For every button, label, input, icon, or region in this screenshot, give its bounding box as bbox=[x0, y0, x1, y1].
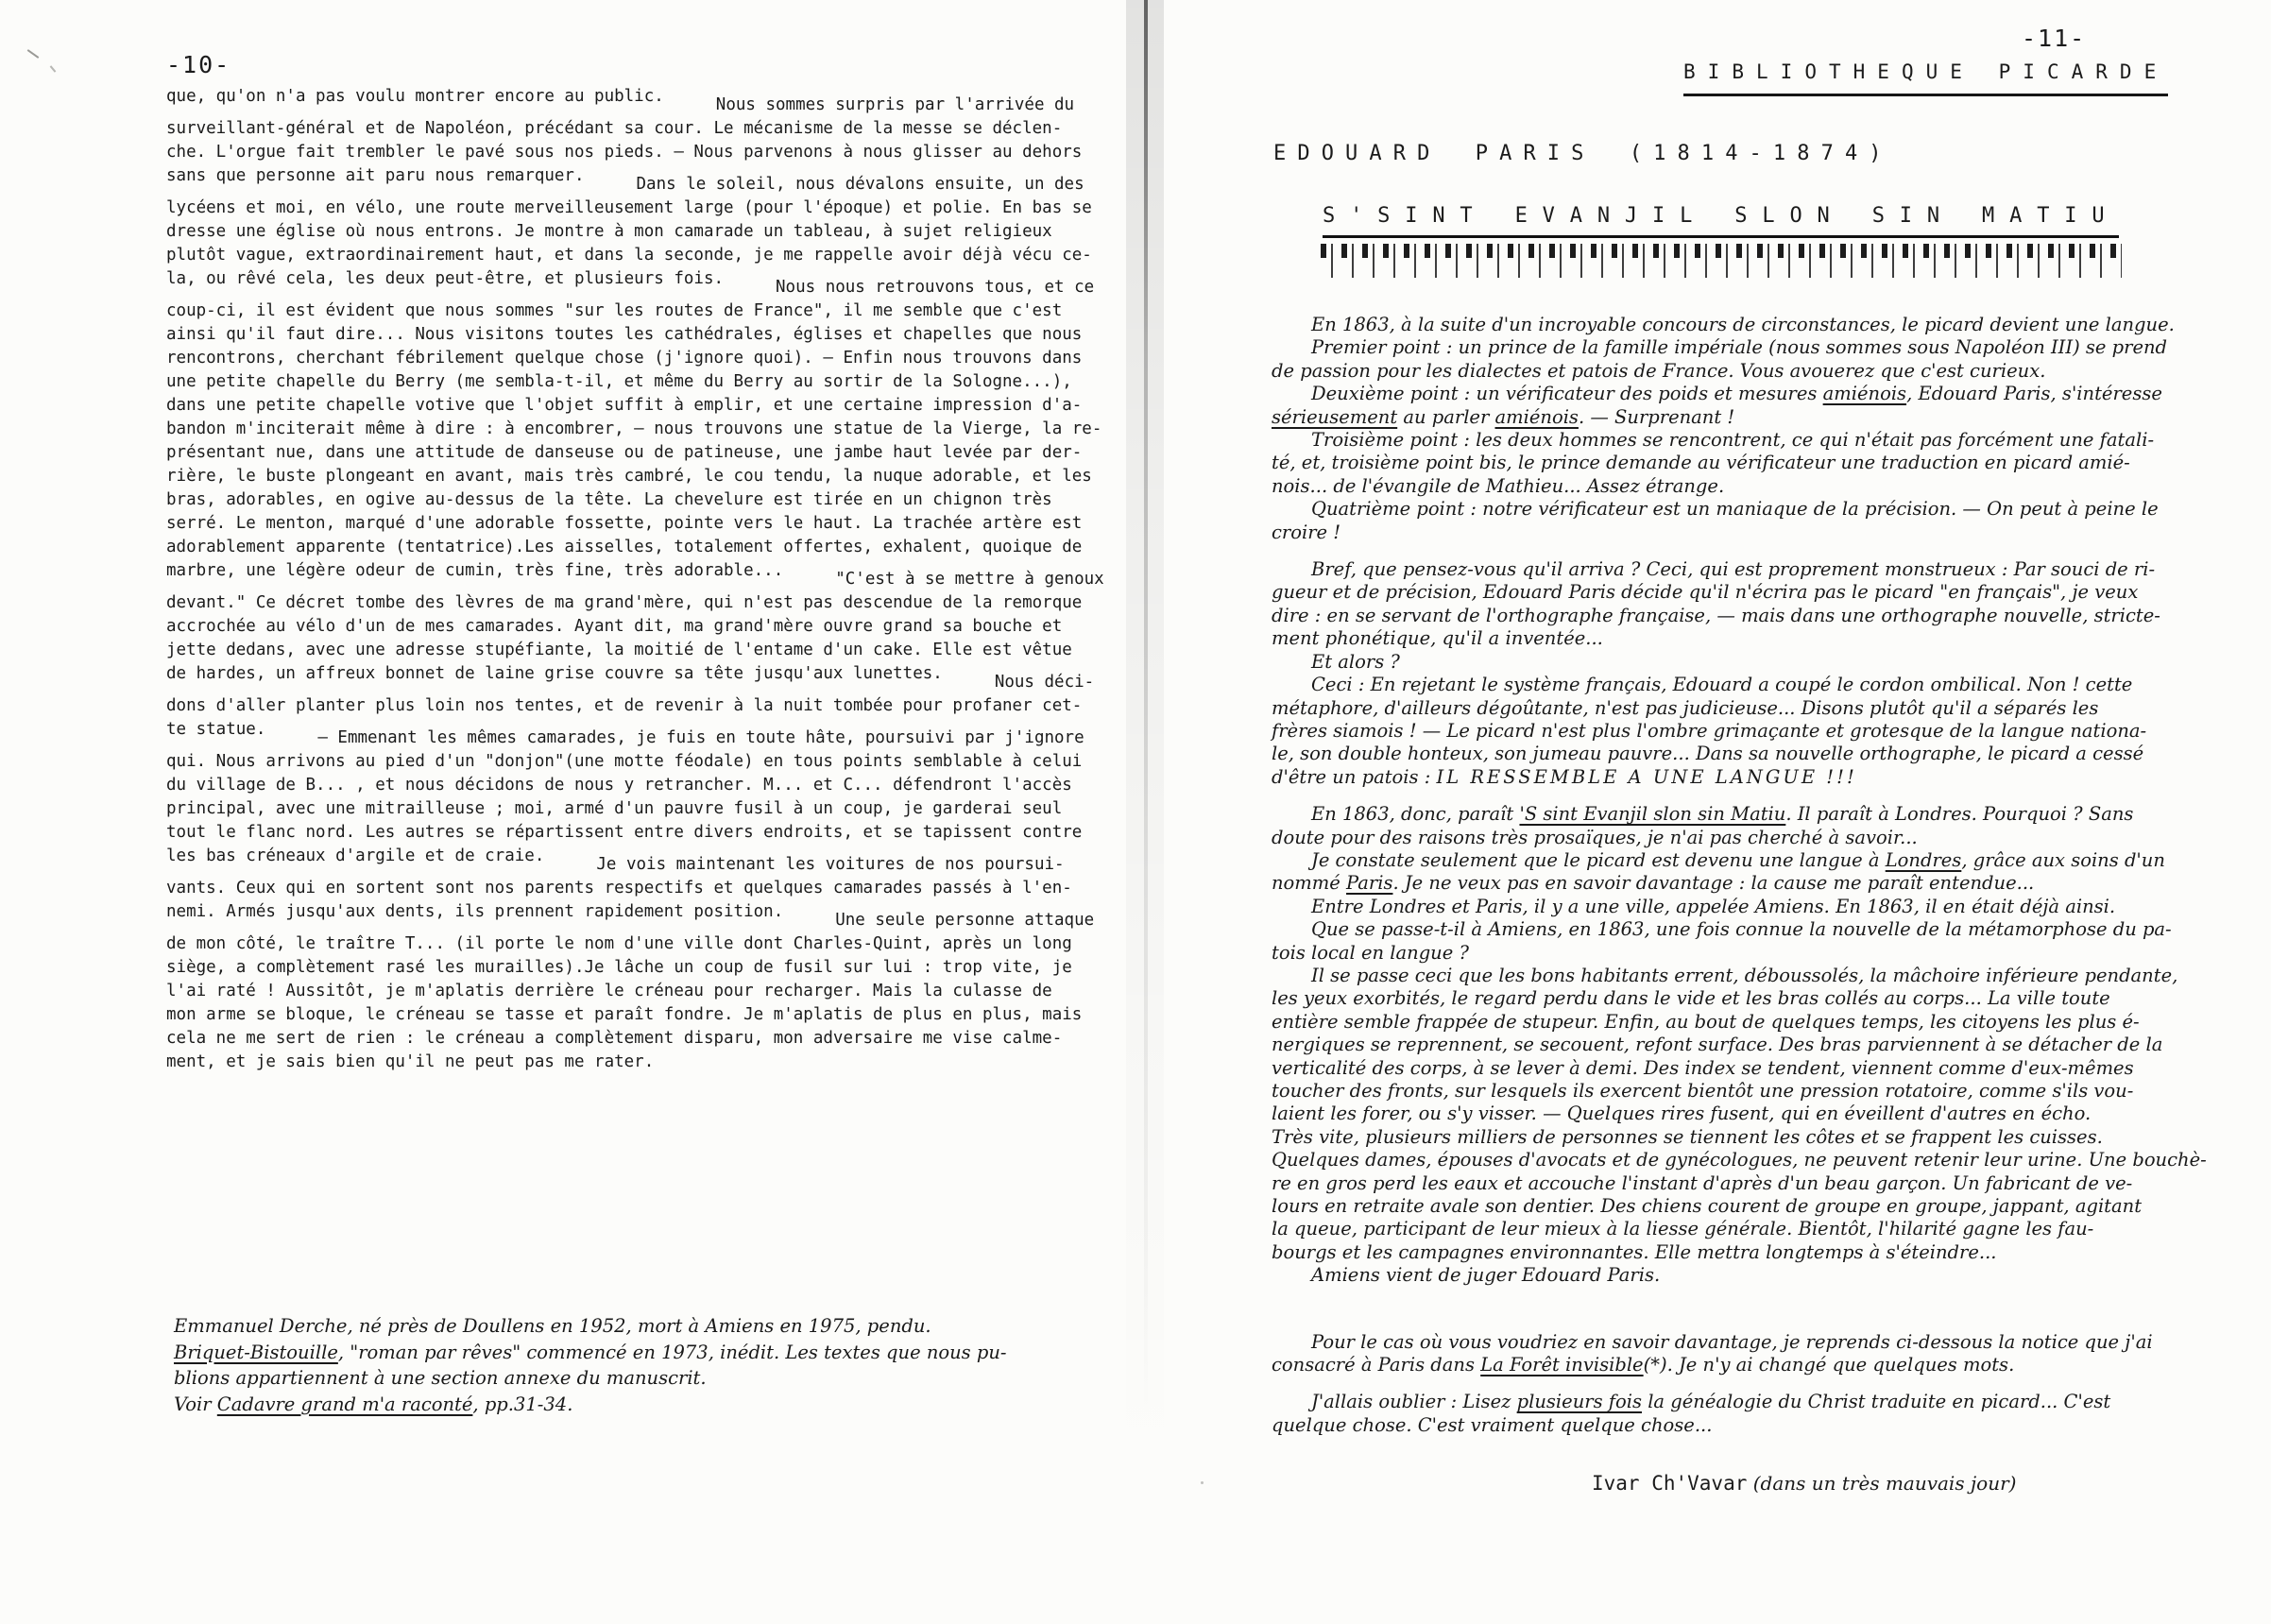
text-line bbox=[166, 797, 1158, 821]
text-segment: siège, a complètement rasé les murailles).Je lâche un coup de fusil sur lui : trop vite, je bbox=[166, 958, 1072, 977]
text-segment: tout le flanc nord. Les autres se répartissent entre divers endroits, et se tapissent contre bbox=[166, 823, 1083, 842]
signature-note: (dans un très mauvais jour) bbox=[1747, 1472, 2017, 1495]
text-segment: dresse une église où nous entrons. Je montre à mon camarade un tableau, à sujet religieux bbox=[166, 222, 1052, 241]
text-line bbox=[1272, 429, 2178, 452]
scan-speck bbox=[1201, 1481, 1204, 1484]
text-segment: Quelques dames, épouses d'avocats et de gynécologues, ne peuvent retenir leur urine. Une bouchè- bbox=[1272, 1149, 2207, 1171]
text-segment: doute pour des raisons très prosaïques, je n'ai pas cherché à savoir... bbox=[1272, 826, 1918, 848]
text-segment: laient les forer, ou s'y visser. — Quelques rires fusent, qui en éveillent d'autres en écho. bbox=[1272, 1103, 2092, 1125]
text-line bbox=[166, 980, 1158, 1003]
text-segment: Je constate seulement que le picard est devenu une langue à bbox=[1311, 848, 1886, 871]
text-segment: quelque chose. C'est vraiment quelque chose... bbox=[1272, 1413, 1713, 1436]
text-line bbox=[174, 1340, 1175, 1366]
text-segment: tois local en langue ? bbox=[1272, 941, 1469, 964]
text-segment: une petite chapelle du Berry (me sembla-t-il, et même du Berry au sortir de la Sologne...), bbox=[166, 372, 1072, 391]
text-line bbox=[166, 877, 1158, 900]
text-line bbox=[1272, 558, 2178, 581]
text-line bbox=[1272, 1126, 2178, 1149]
text-segment: Quatrième point : notre vérificateur est un maniaque de la précision. — On peut à peine le bbox=[1311, 498, 2159, 521]
text-segment: adorablement apparente (tentatrice).Les aisselles, totalement offertes, exhalent, quoique de bbox=[166, 538, 1083, 556]
text-line bbox=[166, 197, 1158, 220]
scan-speck bbox=[50, 65, 57, 72]
text-line bbox=[174, 1392, 1175, 1418]
underlined-text: amiénois bbox=[1494, 405, 1579, 428]
text-segment: gueur et de précision, Edouard Paris décide qu'il n'écrira pas le picard "en français", je veux bbox=[1272, 581, 2139, 604]
text-segment: En 1863, à la suite d'un incroyable concours de circonstances, le picard devient une langue. bbox=[1311, 314, 2175, 335]
text-line bbox=[1272, 1011, 2178, 1034]
text-segment: cela ne me sert de rien : le créneau a complètement disparu, mon adversaire me vise calme- bbox=[166, 1029, 1063, 1048]
text-segment: l'ai raté ! Aussitôt, je m'aplatis derrière le créneau pour recharger. Mais la culasse de bbox=[166, 982, 1052, 1000]
text-segment: le, son double honteux, son jumeau pauvre... Dans sa nouvelle orthographe, le picard a cessé bbox=[1272, 743, 2144, 765]
text-line bbox=[166, 117, 1158, 141]
text-line bbox=[166, 1003, 1158, 1027]
text-line bbox=[1272, 720, 2178, 743]
text-line bbox=[1272, 1195, 2178, 1218]
text-segment: té, et, troisième point bis, le prince demande au vérificateur une traduction en picard amié- bbox=[1272, 452, 2130, 474]
text-line bbox=[166, 244, 1158, 267]
text-segment: vants. Ceux qui en sortent sont nos parents respectifs et quelques camarades passés à l'en- bbox=[166, 879, 1072, 897]
decorative-fringe bbox=[1321, 244, 2122, 278]
text-line bbox=[1272, 1172, 2178, 1195]
text-segment: accrochée au vélo d'un de mes camarades. Ayant dit, ma grand'mère ouvre grand sa bouche et bbox=[166, 617, 1063, 636]
page-number-right: -11- bbox=[2022, 25, 2087, 52]
text-line bbox=[166, 559, 1158, 589]
text-line bbox=[1272, 1264, 2178, 1287]
text-segment: re en gros perd les eaux et accouche l'instant d'après d'un beau garçon. Un fabricant de ve- bbox=[1272, 1171, 2133, 1194]
text-segment: Pour le cas où vous voudriez en savoir davantage, je reprends ci-dessous la notice que j'ai bbox=[1311, 1330, 2153, 1353]
text-line bbox=[166, 1051, 1158, 1074]
text-line bbox=[166, 591, 1158, 615]
text-line bbox=[166, 347, 1158, 370]
text-line bbox=[166, 932, 1158, 956]
text-segment: Très vite, plusieurs milliers de personnes se tiennent les côtes et se frappent les cuisses. bbox=[1272, 1125, 2103, 1148]
text-segment: , grâce aux soins d'un bbox=[1961, 848, 2165, 871]
text-segment: Troisième point : les deux hommes se rencontrent, ce qui n'était pas forcément une fatali- bbox=[1311, 429, 2155, 452]
left-footnote bbox=[174, 1313, 1175, 1417]
text-segment: (*). Je n'y ai changé que quelques mots. bbox=[1643, 1354, 2015, 1376]
underlined-text: Paris bbox=[1346, 872, 1393, 895]
text-line bbox=[166, 488, 1158, 512]
text-line bbox=[1272, 1080, 2178, 1103]
text-line bbox=[1272, 987, 2178, 1010]
text-line bbox=[1272, 674, 2178, 696]
text-line bbox=[166, 750, 1158, 774]
underlined-text: La Forêt invisible bbox=[1480, 1354, 1644, 1376]
text-line bbox=[1272, 766, 2178, 789]
text-segment: entière semble frappée de stupeur. Enfin, au bout de quelques temps, les citoyens les plus é- bbox=[1272, 1010, 2140, 1033]
text-segment: croire ! bbox=[1272, 521, 1341, 543]
text-segment: surveillant-général et de Napoléon, précédant sa cour. Le mécanisme de la messe se déclen- bbox=[166, 119, 1063, 138]
text-line bbox=[166, 845, 1158, 874]
text-line bbox=[1272, 1057, 2178, 1080]
text-segment: frères siamois ! — Le picard n'est plus l'ombre grimaçante et grotesque de la langue nationa- bbox=[1272, 719, 2147, 742]
text-segment: Bref, que pensez-vous qu'il arriva ? Ceci, qui est proprement monstrueux : Par souci de ri- bbox=[1311, 558, 2156, 581]
text-line bbox=[166, 662, 1158, 692]
text-line bbox=[1272, 651, 2178, 674]
text-segment: Entre Londres et Paris, il y a une ville, appelée Amiens. En 1863, il en était déjà ainsi. bbox=[1311, 895, 2116, 917]
text-segment: rière, le buste plongeant en avant, mais très cambré, le cou tendu, la nuque adorable, et les bbox=[166, 467, 1092, 486]
text-line bbox=[174, 1365, 1175, 1392]
text-segment: Nous nous retrouvons tous, et ce bbox=[776, 278, 1095, 297]
text-line bbox=[1272, 1034, 2178, 1056]
text-segment: la queue, participant de leur mieux à la liesse générale. Bientôt, l'hilarité gagne les fau- bbox=[1272, 1218, 2094, 1240]
text-segment: Je vois maintenant les voitures de nos poursui- bbox=[596, 855, 1065, 874]
text-line bbox=[1272, 360, 2178, 383]
text-segment: nergiques se reprennent, se secouent, refont surface. Des bras parviennent à se détacher de la bbox=[1272, 1034, 2163, 1056]
text-line bbox=[1272, 697, 2178, 720]
underlined-text: sérieusement bbox=[1272, 405, 1398, 428]
text-line bbox=[1272, 475, 2178, 498]
text-segment: devant." Ce décret tombe des lèvres de ma grand'mère, qui n'est pas descendue de la remorque bbox=[166, 593, 1083, 612]
text-segment: Deuxième point : un vérificateur des poids et mesures bbox=[1311, 383, 1823, 405]
text-line bbox=[1272, 918, 2178, 941]
text-segment: verticalité des corps, à se lever à demi. Des index se tendent, viennent comme d'eux-mêmes bbox=[1272, 1056, 2134, 1079]
text-segment: — Emmenant les mêmes camarades, je fuis en toute hâte, poursuivi par j'ignore bbox=[317, 728, 1084, 747]
text-line bbox=[1272, 1354, 2178, 1376]
text-line bbox=[1272, 605, 2178, 627]
text-segment: les bas créneaux d'argile et de craie. bbox=[166, 846, 545, 865]
text-line bbox=[1272, 1103, 2178, 1125]
article-title: EDOUARD PARIS (1814-1874) bbox=[1273, 142, 1893, 165]
text-segment: les yeux exorbités, le regard perdu dans le vide et les bras collés au corps... La ville toute bbox=[1272, 987, 2110, 1010]
text-segment: principal, avec une mitrailleuse ; moi, armé d'un pauvre fusil à un coup, je garderai seul bbox=[166, 799, 1063, 818]
text-line bbox=[166, 718, 1158, 747]
text-segment: toucher des fronts, sur lesquels ils exercent bientôt une pression rotatoire, comme s'ils vou- bbox=[1272, 1080, 2134, 1102]
text-segment: métaphore, d'ailleurs dégoûtante, n'est pas judicieuse... Disons plutôt qu'il a séparés les bbox=[1272, 696, 2099, 719]
text-line bbox=[166, 267, 1158, 297]
text-segment: serré. Le menton, marqué d'une adorable fossette, pointe vers le haut. La trachée artère est bbox=[166, 514, 1083, 533]
text-line bbox=[166, 774, 1158, 797]
section-header: BIBLIOTHEQUE PICARDE bbox=[1683, 60, 2168, 96]
text-segment: En 1863, donc, paraît bbox=[1311, 803, 1520, 826]
text-segment: nois... de l'évangile de Mathieu... Assez étrange. bbox=[1272, 474, 1725, 497]
text-segment: mon arme se bloque, le créneau se tasse et paraît fondre. Je m'aplatis de plus en plus, mais bbox=[166, 1005, 1083, 1024]
fringe-thick-bars bbox=[1321, 244, 2122, 258]
underlined-text: 'S sint Evanjil slon sin Matiu bbox=[1519, 803, 1786, 826]
text-segment: . Il paraît à Londres. Pourquoi ? Sans bbox=[1785, 803, 2134, 826]
text-segment: la, ou rêvé cela, les deux peut-être, et plusieurs fois. bbox=[166, 269, 725, 288]
text-segment: marbre, une légère odeur de cumin, très fine, très adorable... bbox=[166, 561, 784, 580]
text-segment: bandon m'inciterait même à dire : à encombrer, — nous trouvons une statue de la Vierge, la re- bbox=[166, 419, 1102, 438]
text-segment: , "roman par rêves" commencé en 1973, inédit. Les textes que nous pu- bbox=[337, 1341, 1007, 1363]
text-segment: Il se passe ceci que les bons habitants errent, déboussolés, la mâchoire inférieure pendante, bbox=[1311, 964, 2178, 986]
text-line bbox=[166, 323, 1158, 347]
text-segment: J'allais oublier : Lisez bbox=[1311, 1391, 1517, 1413]
text-segment: lours en retraite avale son dentier. Des chiens courent de groupe en groupe, jappant, agitant bbox=[1272, 1195, 2143, 1218]
text-segment: dire : en se servant de l'orthographe française, — mais dans une orthographe nouvelle, stricte- bbox=[1272, 604, 2160, 626]
text-line bbox=[166, 694, 1158, 718]
underlined-text: Londres bbox=[1885, 848, 1962, 871]
text-line bbox=[1272, 1149, 2207, 1171]
text-segment: coup-ci, il est évident que nous sommes "sur les routes de France", il me semble que c'est bbox=[166, 301, 1063, 320]
text-segment: de hardes, un affreux bonnet de laine grise couvre sa tête jusqu'aux lunettes. bbox=[166, 664, 943, 683]
text-line bbox=[1272, 1414, 2178, 1437]
text-line bbox=[1272, 314, 2178, 336]
text-segment: , Edouard Paris, s'intéresse bbox=[1906, 383, 2162, 405]
text-segment: du village de B... , et nous décidons de nous y retrancher. M... et C... défendront l'accès bbox=[166, 776, 1072, 795]
text-segment: bras, adorables, en ogive au-dessus de la tête. La chevelure est tirée en un chignon très bbox=[166, 490, 1052, 509]
text-line bbox=[166, 141, 1158, 164]
text-line bbox=[174, 1313, 1175, 1340]
text-line bbox=[1272, 1241, 2178, 1264]
text-segment: de mon côté, le traître T... (il porte le nom d'une ville dont Charles-Quint, après un long bbox=[166, 934, 1072, 953]
text-segment: rencontrons, cherchant fébrilement quelque chose (j'ignore quoi). — Enfin nous trouvons dans bbox=[166, 349, 1083, 368]
text-segment: que, qu'on n'a pas voulu montrer encore au public. bbox=[166, 87, 664, 106]
text-segment: Premier point : un prince de la famille impériale (nous sommes sous Napoléon III) se prend bbox=[1311, 336, 2168, 359]
text-line bbox=[1272, 896, 2178, 918]
text-line bbox=[166, 164, 1158, 194]
text-segment: . — Surprenant ! bbox=[1578, 405, 1735, 428]
text-segment: dans une petite chapelle votive que l'objet suffit à emplir, et une certaine impression d'a- bbox=[166, 396, 1083, 415]
signature bbox=[1592, 1472, 2016, 1495]
text-line bbox=[1272, 1331, 2178, 1354]
signature-name: Ivar Ch'Vavar bbox=[1592, 1472, 1748, 1495]
text-line bbox=[166, 220, 1158, 244]
text-line bbox=[1272, 452, 2178, 474]
text-line bbox=[166, 821, 1158, 845]
text-line bbox=[166, 85, 1158, 114]
text-segment: "C'est à se mettre à genoux bbox=[835, 570, 1104, 589]
text-segment: Et alors ? bbox=[1311, 650, 1400, 673]
text-segment: au parler bbox=[1397, 405, 1495, 428]
text-line bbox=[1272, 521, 2178, 544]
text-segment: consacré à Paris dans bbox=[1272, 1354, 1481, 1376]
text-segment: Ceci : En rejetant le système français, Edouard a coupé le cordon ombilical. Non ! cette bbox=[1311, 674, 2133, 696]
text-segment: IL RESSEMBLE A UNE LANGUE !!! bbox=[1436, 765, 1857, 788]
text-line bbox=[166, 512, 1158, 536]
text-segment: nommé bbox=[1272, 872, 1347, 895]
text-segment: blions appartiennent à une section annexe du manuscrit. bbox=[174, 1367, 707, 1389]
text-line bbox=[1272, 1391, 2178, 1413]
text-segment: qui. Nous arrivons au pied d'un "donjon"(une motte féodale) en tous points semblable à celui bbox=[166, 752, 1083, 771]
text-segment: Nous déci- bbox=[994, 673, 1095, 692]
text-segment: présentant nue, dans une attitude de danseuse ou de patineuse, une jambe haut levée par der- bbox=[166, 443, 1083, 462]
text-line bbox=[166, 900, 1158, 930]
text-segment: ment, et je sais bien qu'il ne peut pas me rater. bbox=[166, 1052, 655, 1071]
text-segment: Que se passe-t-il à Amiens, en 1863, une fois connue la nouvelle de la métamorphose du pa- bbox=[1311, 918, 2172, 941]
text-line bbox=[1272, 827, 2178, 849]
text-line bbox=[166, 299, 1158, 323]
text-segment: te statue. bbox=[166, 720, 266, 739]
text-segment: Amiens vient de juger Edouard Paris. bbox=[1311, 1264, 1661, 1287]
text-line bbox=[1272, 803, 2178, 826]
text-segment: sans que personne ait paru nous remarquer. bbox=[166, 166, 585, 185]
text-segment: de passion pour les dialectes et patois de France. Vous avouerez que c'est curieux. bbox=[1272, 359, 2046, 382]
text-line bbox=[166, 615, 1158, 639]
text-segment: lycéens et moi, en vélo, une route merveilleusement large (pour l'époque) et polie. En bas se bbox=[166, 198, 1092, 217]
text-line bbox=[1272, 406, 2178, 429]
text-segment: Voir bbox=[174, 1393, 217, 1415]
text-segment: d'être un patois : bbox=[1272, 765, 1437, 788]
text-line bbox=[166, 418, 1158, 441]
text-line bbox=[166, 956, 1158, 980]
text-line bbox=[1272, 383, 2178, 405]
underlined-text: plusieurs fois bbox=[1516, 1391, 1642, 1413]
text-line bbox=[166, 639, 1158, 662]
text-line bbox=[166, 441, 1158, 465]
text-line bbox=[1272, 743, 2178, 765]
text-line bbox=[1272, 336, 2178, 359]
text-line bbox=[166, 1027, 1158, 1051]
text-segment: ainsi qu'il faut dire... Nous visitons toutes les cathédrales, églises et chapelles que nous bbox=[166, 325, 1083, 344]
underlined-text: Cadavre grand m'a raconté bbox=[216, 1393, 473, 1415]
text-line bbox=[166, 465, 1158, 488]
text-line bbox=[166, 394, 1158, 418]
text-segment: . Je ne veux pas en savoir davantage : la cause me paraît entendue... bbox=[1392, 872, 2035, 895]
text-segment: bourgs et les campagnes environnantes. Elle mettra longtemps à s'éteindre... bbox=[1272, 1240, 1997, 1263]
text-line bbox=[1272, 581, 2178, 604]
text-line bbox=[1272, 872, 2178, 895]
right-body-text bbox=[1272, 314, 2207, 1437]
text-line bbox=[1272, 627, 2178, 650]
article-subtitle: S'SINT EVANJIL SLON SIN MATIU bbox=[1323, 204, 2119, 238]
text-segment: Une seule personne attaque bbox=[835, 911, 1095, 930]
text-segment: Nous sommes surpris par l'arrivée du bbox=[715, 95, 1075, 114]
text-line bbox=[166, 370, 1158, 394]
text-segment: jette dedans, avec une adresse stupéfiante, la moitié de l'entame d'un cake. Elle est vêtue bbox=[166, 641, 1072, 659]
text-segment: dons d'aller planter plus loin nos tentes, et de revenir à la nuit tombée pour profaner cet- bbox=[166, 696, 1083, 715]
text-segment: Emmanuel Derche, né près de Doullens en 1952, mort à Amiens en 1975, pendu. bbox=[174, 1315, 931, 1337]
scan-speck bbox=[27, 49, 40, 59]
text-line bbox=[1272, 942, 2178, 965]
text-line bbox=[1272, 849, 2178, 872]
text-line bbox=[1272, 965, 2178, 987]
page-number-left: -10- bbox=[166, 51, 231, 78]
text-line bbox=[166, 536, 1158, 559]
text-segment: plutôt vague, extraordinairement haut, et dans la seconde, je me rappelle avoir déjà vécu ce- bbox=[166, 246, 1092, 265]
left-body-text bbox=[166, 85, 1158, 1074]
underlined-text: amiénois bbox=[1822, 383, 1907, 405]
text-segment: che. L'orgue fait trembler le pavé sous nos pieds. — Nous parvenons à nous glisser au dehors bbox=[166, 143, 1083, 162]
text-line bbox=[1272, 1218, 2178, 1240]
text-line bbox=[1272, 498, 2178, 521]
text-segment: nemi. Armés jusqu'aux dents, ils prennent rapidement position. bbox=[166, 902, 784, 921]
text-segment: , pp.31-34. bbox=[472, 1393, 573, 1415]
text-segment: ment phonétique, qu'il a inventée... bbox=[1272, 627, 1603, 650]
underlined-text: Briquet-Bistouille bbox=[174, 1341, 338, 1363]
text-segment: Dans le soleil, nous dévalons ensuite, un des bbox=[636, 175, 1084, 194]
text-segment: la généalogie du Christ traduite en picard... C'est bbox=[1642, 1391, 2111, 1413]
